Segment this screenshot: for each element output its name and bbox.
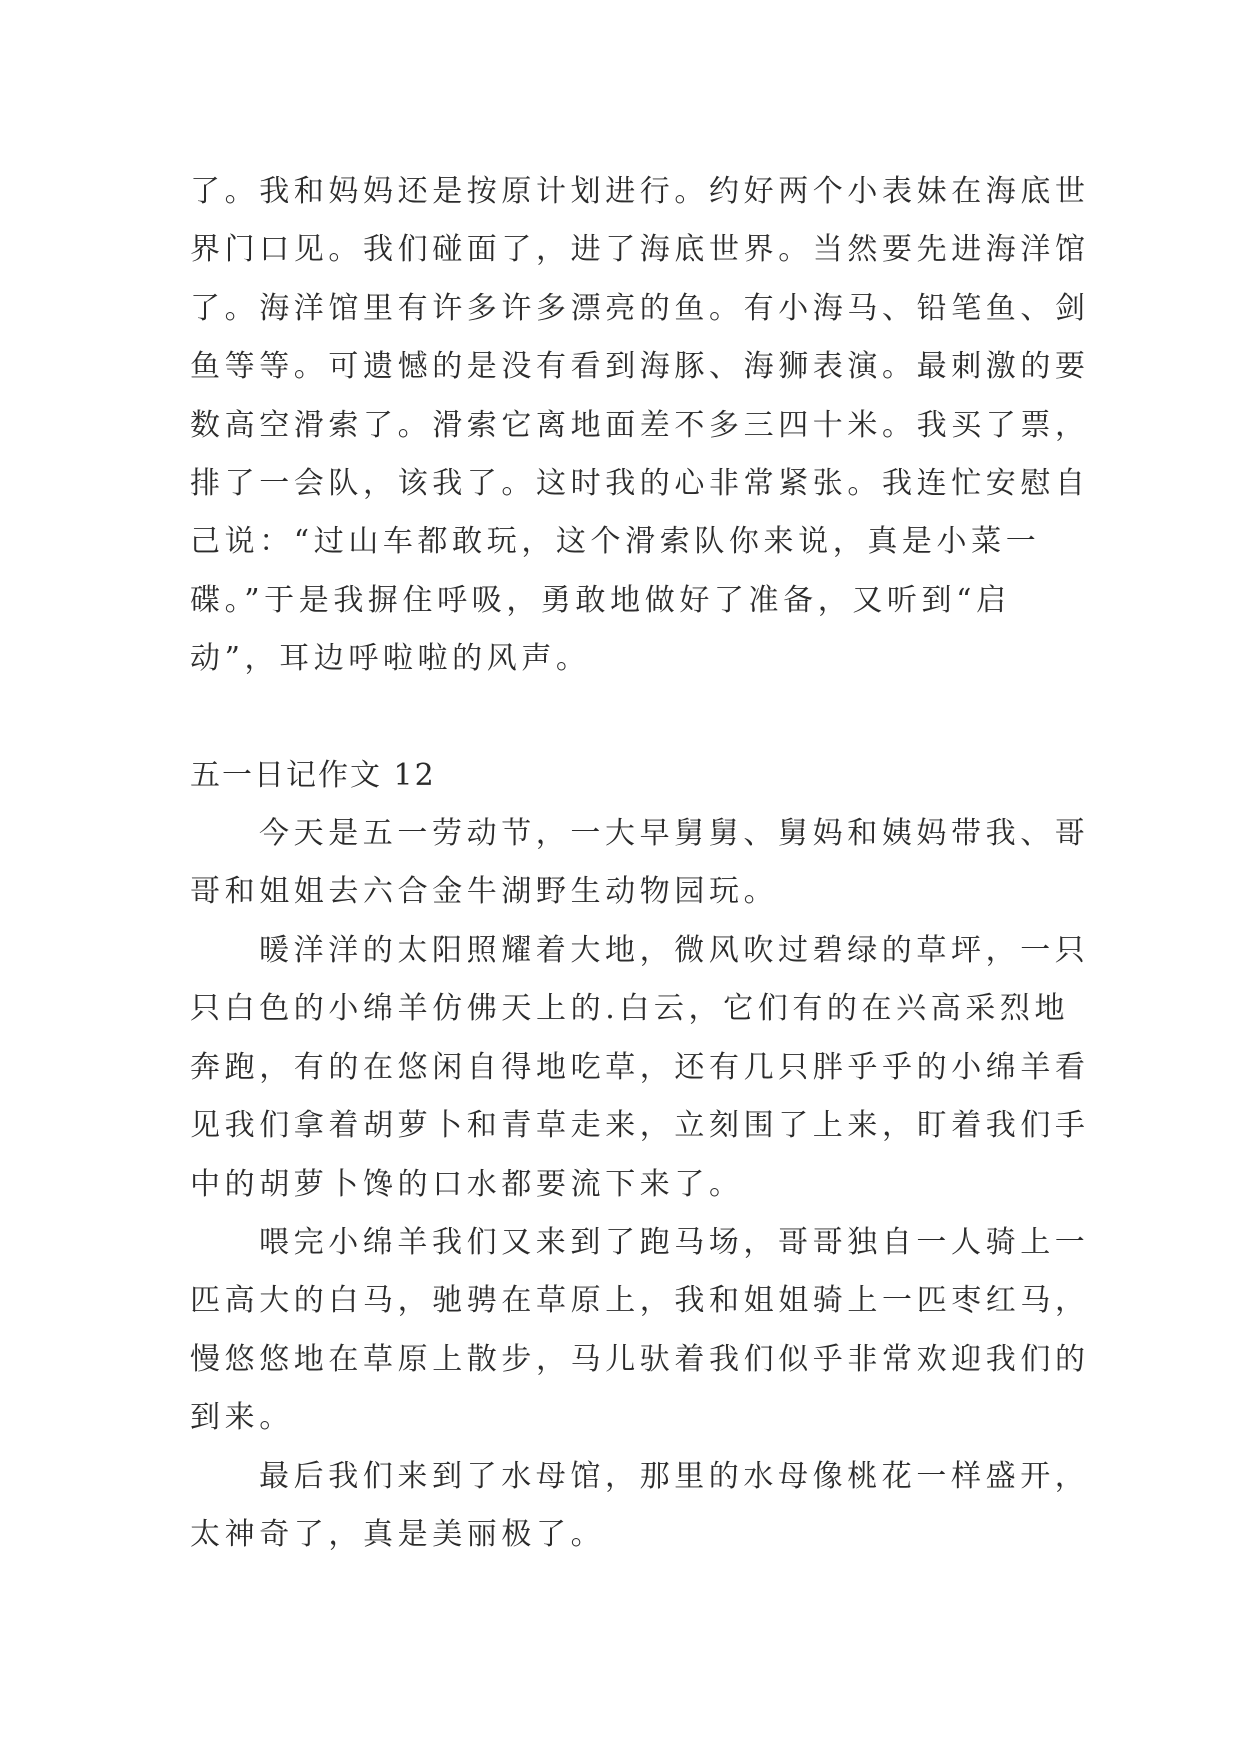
text-line: 碟。”于是我摒住呼吸，勇敢地做好了准备，又听到“启	[190, 582, 1011, 618]
document-body	[190, 163, 1090, 1564]
text-line: 匹高大的白马，驰骋在草原上，我和姐姐骑上一匹枣红马，	[190, 1283, 1090, 1319]
section-heading: 五一日记作文 12	[190, 757, 436, 793]
text-line: 排了一会队，该我了。这时我的心非常紧张。我连忙安慰自	[190, 466, 1090, 502]
text-line: 奔跑，有的在悠闲自得地吃草，还有几只胖乎乎的小绵羊看	[190, 1049, 1090, 1085]
paragraph-4	[190, 1448, 1090, 1565]
text-line: 最后我们来到了水母馆，那里的水母像桃花一样盛开，	[259, 1458, 1090, 1494]
paragraph-2	[190, 922, 1090, 1214]
text-line: 太神奇了，真是美丽极了。	[190, 1516, 606, 1552]
text-line: 慢悠悠地在草原上散步，马儿驮着我们似乎非常欢迎我们的	[190, 1341, 1090, 1377]
text-line: 界门口见。我们碰面了，进了海底世界。当然要先进海洋馆	[190, 232, 1090, 268]
text-line: 动”，耳边呼啦啦的风声。	[190, 641, 591, 677]
text-line: 只白色的小绵羊仿佛天上的.白云，它们有的在兴高采烈地	[190, 991, 1070, 1027]
text-line: 己说：“过山车都敢玩，这个滑索队你来说，真是小菜一	[190, 524, 1041, 560]
text-line: 到来。	[190, 1400, 294, 1436]
paragraph-3	[190, 1214, 1090, 1448]
text-line: 哥和姐姐去六合金牛湖野生动物园玩。	[190, 874, 779, 910]
text-line: 暖洋洋的太阳照耀着大地，微风吹过碧绿的草坪，一只	[259, 932, 1090, 968]
text-line: 今天是五一劳动节，一大早舅舅、舅妈和姨妈带我、哥	[259, 816, 1090, 852]
text-line: 见我们拿着胡萝卜和青草走来，立刻围了上来，盯着我们手	[190, 1108, 1090, 1144]
text-line: 喂完小绵羊我们又来到了跑马场，哥哥独自一人骑上一	[259, 1224, 1090, 1260]
text-line: 了。我和妈妈还是按原计划进行。约好两个小表妹在海底世	[190, 174, 1090, 209]
text-line: 了。海洋馆里有许多许多漂亮的鱼。有小海马、铅笔鱼、剑	[190, 290, 1090, 326]
text-line: 数高空滑索了。滑索它离地面差不多三四十米。我买了票，	[190, 407, 1090, 443]
continued-paragraph	[190, 163, 1090, 689]
text-line: 鱼等等。可遗憾的是没有看到海豚、海狮表演。最刺激的要	[190, 349, 1090, 385]
paragraph-1	[190, 805, 1090, 922]
text-line: 中的胡萝卜馋的口水都要流下来了。	[190, 1166, 744, 1202]
